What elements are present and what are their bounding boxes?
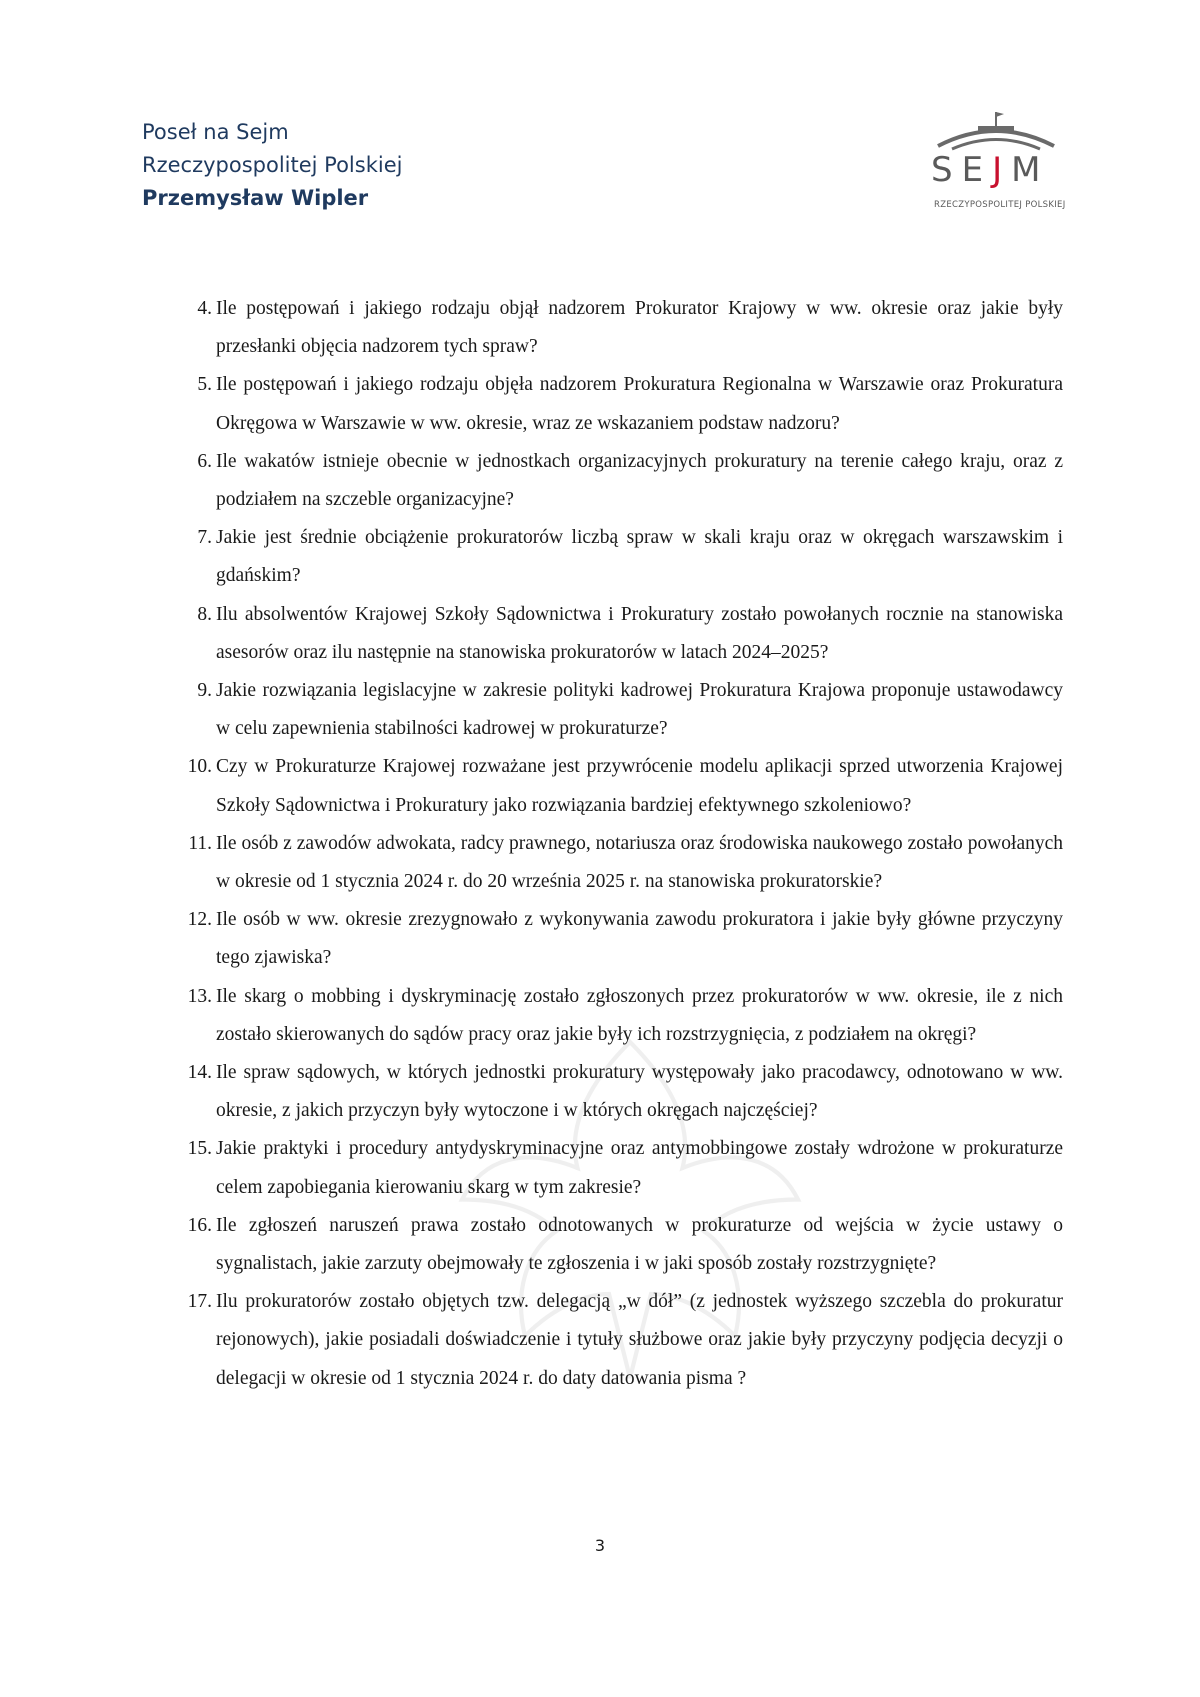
- question-item: [178, 1054, 1063, 1130]
- question-text: Ilu prokuratorów zostało objętych tzw. delegacją „w dół” (z jednostek wyższego szczebla do prokuratur rejonowych), jakie posiadali doświadczenie i tytuły służbowe oraz jakie były przyczyny podjęcia decyzji o delegacji w okresie od 1 stycznia 2024 r. do daty datowania pisma ?: [216, 1291, 1063, 1389]
- question-text: Ile postępowań i jakiego rodzaju objął nadzorem Prokurator Krajowy w ww. okresie oraz jakie były przesłanki objęcia nadzorem tych spraw?: [216, 298, 1063, 358]
- logo-subtitle: RZECZYPOSPOLITEJ POLSKIEJ: [934, 200, 1066, 210]
- question-text: Ile wakatów istnieje obecnie w jednostkach organizacyjnych prokuratury na terenie całego kraju, oraz z podziałem na szczeble organizacyjne?: [216, 450, 1063, 511]
- question-item: [178, 366, 1063, 442]
- question-item: [178, 1207, 1063, 1283]
- letterhead: [142, 116, 402, 215]
- question-item: [178, 1283, 1063, 1398]
- question-number: 10.: [187, 756, 212, 778]
- question-text: Jakie praktyki i procedury antydyskryminacyjne oraz antymobbingowe zostały wdrożone w prokuraturze celem zapobiegania kierowaniu skarg w tym zakresie?: [216, 1138, 1063, 1198]
- question-text: Jakie rozwiązania legislacyjne w zakresie polityki kadrowej Prokuratura Krajowa proponuje ustawodawcy w celu zapewnienia stabilności kadrowej w prokuraturze?: [216, 680, 1063, 740]
- question-number: 9.: [197, 680, 212, 702]
- question-text: Ile postępowań i jakiego rodzaju objęła nadzorem Prokuratura Regionalna w Warszawie oraz Prokuratura Okręgowa w Warszawie w ww. okresie, wraz ze wskazaniem podstaw nadzoru?: [216, 374, 1063, 434]
- question-item: [178, 672, 1063, 748]
- question-number: 14.: [187, 1062, 212, 1084]
- page-number: 3: [594, 1536, 606, 1555]
- question-item: [178, 978, 1063, 1054]
- question-number: 12.: [187, 909, 212, 931]
- question-number: 15.: [187, 1138, 212, 1160]
- logo-letter-red: J: [992, 150, 1012, 190]
- logo-letters-right: M: [1011, 150, 1050, 190]
- logo-wordmark: [931, 150, 1063, 190]
- question-text: Ile osób w ww. okresie zrezygnowało z wykonywania zawodu prokuratora i jakie były główne przyczyny tego zjawiska?: [216, 909, 1063, 969]
- question-item: [178, 825, 1063, 901]
- question-item: [178, 519, 1063, 595]
- question-item: [178, 901, 1063, 977]
- question-text: Jakie jest średnie obciążenie prokuratorów liczbą spraw w skali kraju oraz w okręgach warszawskim i gdańskim?: [216, 527, 1063, 587]
- question-number: 5.: [197, 374, 212, 396]
- sejm-logo: [926, 110, 1066, 215]
- logo-letters-left: SE: [931, 150, 993, 190]
- question-number: 17.: [187, 1291, 212, 1313]
- question-item: [178, 596, 1063, 672]
- question-number: 4.: [197, 298, 212, 319]
- question-number: 13.: [187, 985, 212, 1007]
- question-text: Ile zgłoszeń naruszeń prawa zostało odnotowanych w prokuraturze od wejścia w życie ustawy o sygnalistach, jakie zarzuty obejmowały te zgłoszenia i w jaki sposób zostały rozstrzygnięte?: [216, 1214, 1063, 1275]
- letterhead-name: Przemysław Wipler: [142, 186, 369, 210]
- question-number: 11.: [188, 832, 212, 854]
- letterhead-subtitle: Rzeczypospolitej Polskiej: [142, 153, 403, 177]
- question-text: Ilu absolwentów Krajowej Szkoły Sądownictwa i Prokuratury zostało powołanych rocznie na stanowiska asesorów oraz ilu następnie na stanowiska prokuratorów w latach 2024–2025?: [216, 603, 1063, 663]
- question-number: 6.: [197, 450, 212, 472]
- question-item: [178, 443, 1063, 519]
- sejm-building-icon: [926, 110, 1066, 152]
- letterhead-title: Poseł na Sejm: [142, 120, 289, 144]
- question-number: 16.: [187, 1214, 212, 1236]
- question-text: Ile osób z zawodów adwokata, radcy prawnego, notariusza oraz środowiska naukowego zostało powołanych w okresie od 1 stycznia 2024 r. do 20 września 2025 r. na stanowiska prokuratorskie?: [216, 832, 1063, 893]
- question-item: [178, 748, 1063, 824]
- question-text: Ile skarg o mobbing i dyskryminację zostało zgłoszonych przez prokuratorów w ww. okresie, ile z nich zostało skierowanych do sądów pracy oraz jakie były ich rozstrzygnięcia, z podziałem na okręgi?: [216, 985, 1063, 1045]
- question-item: [178, 290, 1063, 366]
- question-number: 7.: [197, 527, 212, 549]
- question-list: [178, 290, 1063, 1398]
- question-number: 8.: [197, 603, 212, 625]
- question-text: Ile spraw sądowych, w których jednostki prokuratury występowały jako pracodawcy, odnotowano w ww. okresie, z jakich przyczyn były wytoczone i w których okręgach najczęściej?: [216, 1062, 1063, 1122]
- question-item: [178, 1130, 1063, 1206]
- question-text: Czy w Prokuraturze Krajowej rozważane jest przywrócenie modelu aplikacji sprzed utworzenia Krajowej Szkoły Sądownictwa i Prokuratury jako rozwiązania bardziej efektywnego szkoleniowo?: [216, 756, 1063, 816]
